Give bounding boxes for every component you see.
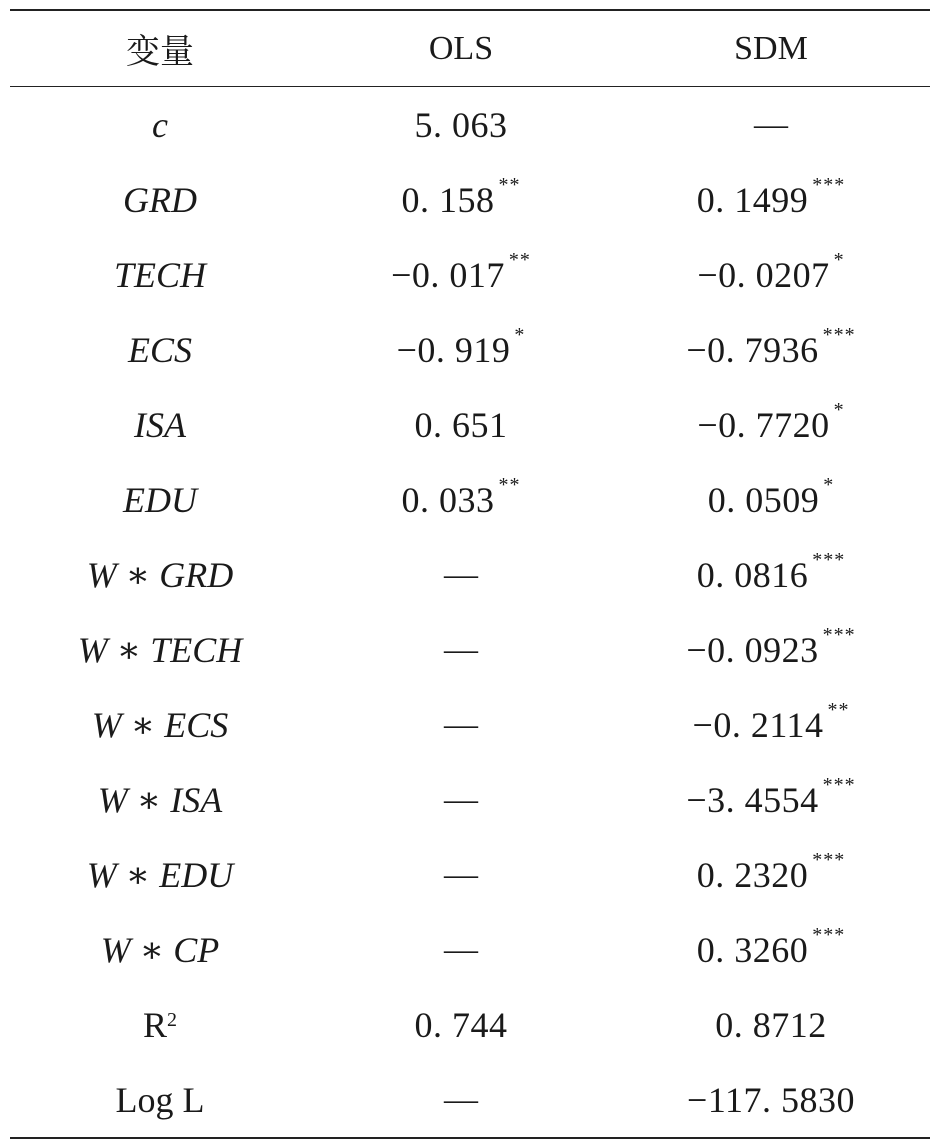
cell-variable bbox=[10, 854, 310, 896]
cell-ols bbox=[310, 1004, 612, 1046]
ols-value: 5. 063 bbox=[414, 104, 508, 145]
variable-label: W ∗ ISA bbox=[97, 779, 223, 820]
sdm-value: −0. 7720 bbox=[697, 404, 830, 445]
cell-sdm bbox=[612, 1004, 930, 1046]
cell-sdm bbox=[612, 249, 930, 296]
cell-sdm bbox=[612, 549, 930, 596]
cell-ols bbox=[310, 324, 612, 371]
sdm-value: −3. 4554 bbox=[686, 779, 819, 820]
variable-label: ECS bbox=[127, 329, 192, 370]
cell-sdm bbox=[612, 106, 930, 144]
table-row bbox=[10, 387, 930, 462]
cell-variable bbox=[10, 779, 310, 821]
ols-value: 0. 744 bbox=[414, 1004, 508, 1045]
variable-label: Log L bbox=[115, 1079, 205, 1120]
variable-label: W ∗ GRD bbox=[86, 554, 234, 595]
regression-table bbox=[10, 9, 930, 1139]
header-variable: 变量 bbox=[126, 34, 194, 71]
table-row bbox=[10, 237, 930, 312]
sdm-significance-stars: ** bbox=[827, 699, 850, 721]
table-row bbox=[10, 1062, 930, 1137]
cell-variable bbox=[10, 1004, 310, 1046]
cell-sdm bbox=[612, 624, 930, 671]
cell-ols bbox=[310, 931, 612, 969]
sdm-value: 0. 3260 bbox=[696, 929, 809, 970]
cell-variable bbox=[10, 179, 310, 221]
variable-label: W ∗ ECS bbox=[91, 704, 229, 745]
table-row bbox=[10, 537, 930, 612]
cell-variable bbox=[10, 104, 310, 146]
ols-value: 0. 033 bbox=[401, 479, 495, 520]
ols-significance-stars: ** bbox=[498, 174, 521, 196]
ols-value: −0. 017 bbox=[391, 254, 505, 295]
sdm-value: −0. 0923 bbox=[686, 629, 819, 670]
cell-ols bbox=[310, 631, 612, 669]
variable-label: W ∗ CP bbox=[100, 929, 220, 970]
cell-sdm bbox=[612, 699, 930, 746]
variable-label: c bbox=[152, 104, 168, 145]
sdm-value: 0. 0816 bbox=[696, 554, 809, 595]
table-row bbox=[10, 912, 930, 987]
cell-sdm bbox=[612, 399, 930, 446]
table-header-row bbox=[10, 11, 930, 87]
sdm-value: — bbox=[754, 105, 788, 143]
table-body bbox=[10, 87, 930, 1137]
cell-ols bbox=[310, 249, 612, 296]
cell-ols bbox=[310, 104, 612, 146]
cell-variable bbox=[10, 329, 310, 371]
cell-ols bbox=[310, 556, 612, 594]
variable-superscript: 2 bbox=[167, 1009, 177, 1031]
cell-ols bbox=[310, 474, 612, 521]
table-row bbox=[10, 462, 930, 537]
variable-label: W ∗ TECH bbox=[77, 629, 243, 670]
cell-sdm bbox=[612, 174, 930, 221]
cell-variable bbox=[10, 404, 310, 446]
variable-label: TECH bbox=[113, 254, 207, 295]
cell-variable bbox=[10, 554, 310, 596]
sdm-value: −117. 5830 bbox=[687, 1079, 855, 1120]
cell-ols bbox=[310, 781, 612, 819]
cell-variable bbox=[10, 929, 310, 971]
sdm-significance-stars: *** bbox=[812, 549, 846, 571]
cell-ols bbox=[310, 404, 612, 446]
cell-variable bbox=[10, 1079, 310, 1121]
cell-sdm bbox=[612, 1079, 930, 1121]
sdm-value: −0. 7936 bbox=[686, 329, 819, 370]
ols-value: — bbox=[444, 780, 478, 818]
cell-sdm bbox=[612, 774, 930, 821]
cell-ols bbox=[310, 706, 612, 744]
ols-significance-stars: * bbox=[514, 324, 526, 346]
header-ols: OLS bbox=[428, 29, 494, 67]
variable-label: R bbox=[142, 1004, 167, 1045]
sdm-value: 0. 8712 bbox=[715, 1004, 827, 1045]
cell-sdm bbox=[612, 474, 930, 521]
sdm-value: 0. 2320 bbox=[696, 854, 809, 895]
ols-value: — bbox=[444, 1080, 478, 1118]
table-row bbox=[10, 612, 930, 687]
ols-significance-stars: ** bbox=[498, 474, 521, 496]
sdm-significance-stars: *** bbox=[822, 774, 856, 796]
ols-value: — bbox=[444, 705, 478, 743]
cell-variable bbox=[10, 629, 310, 671]
variable-label: ISA bbox=[134, 404, 186, 445]
sdm-significance-stars: *** bbox=[822, 324, 856, 346]
table-row bbox=[10, 687, 930, 762]
ols-value: 0. 158 bbox=[401, 179, 495, 220]
sdm-significance-stars: * bbox=[833, 399, 845, 421]
variable-label: W ∗ EDU bbox=[86, 854, 234, 895]
ols-value: 0. 651 bbox=[414, 404, 508, 445]
ols-value: — bbox=[444, 555, 478, 593]
sdm-value: 0. 0509 bbox=[707, 479, 820, 520]
sdm-significance-stars: * bbox=[833, 249, 845, 271]
table-row bbox=[10, 987, 930, 1062]
ols-value: −0. 919 bbox=[396, 329, 511, 370]
ols-value: — bbox=[444, 855, 478, 893]
sdm-significance-stars: *** bbox=[812, 174, 846, 196]
table-row bbox=[10, 312, 930, 387]
ols-significance-stars: ** bbox=[508, 249, 531, 271]
header-sdm: SDM bbox=[734, 29, 808, 67]
table-row bbox=[10, 162, 930, 237]
variable-label: GRD bbox=[123, 179, 197, 220]
sdm-value: −0. 0207 bbox=[697, 254, 830, 295]
cell-ols bbox=[310, 174, 612, 221]
sdm-significance-stars: *** bbox=[822, 624, 856, 646]
sdm-significance-stars: * bbox=[823, 474, 835, 496]
sdm-value: 0. 1499 bbox=[696, 179, 809, 220]
cell-sdm bbox=[612, 324, 930, 371]
sdm-significance-stars: *** bbox=[812, 924, 846, 946]
cell-sdm bbox=[612, 924, 930, 971]
ols-value: — bbox=[444, 930, 478, 968]
sdm-value: −0. 2114 bbox=[692, 704, 824, 745]
table-row bbox=[10, 87, 930, 162]
ols-value: — bbox=[444, 630, 478, 668]
cell-sdm bbox=[612, 849, 930, 896]
cell-variable bbox=[10, 254, 310, 296]
cell-variable bbox=[10, 704, 310, 746]
sdm-significance-stars: *** bbox=[812, 849, 846, 871]
cell-ols bbox=[310, 856, 612, 894]
cell-variable bbox=[10, 479, 310, 521]
cell-ols bbox=[310, 1081, 612, 1119]
table-row bbox=[10, 837, 930, 912]
table-row bbox=[10, 762, 930, 837]
variable-label: EDU bbox=[123, 479, 197, 520]
